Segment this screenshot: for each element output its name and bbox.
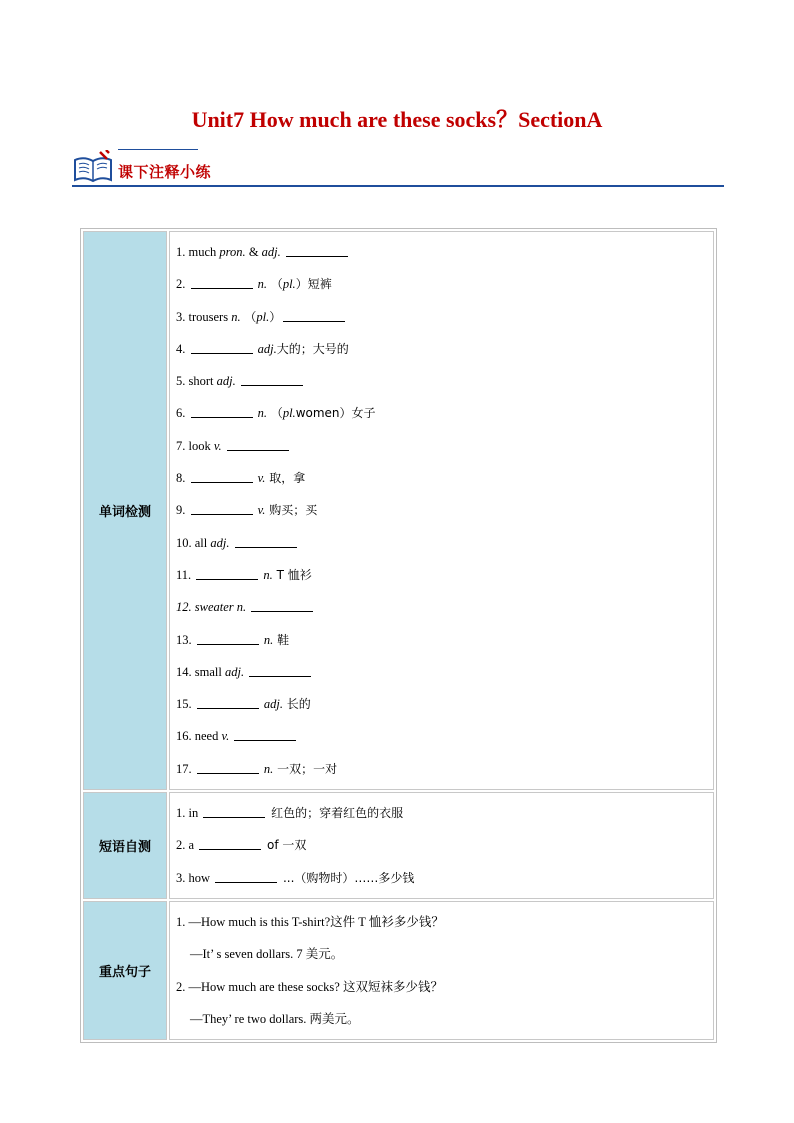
answer-blank[interactable]	[197, 631, 259, 645]
vocab-item: 10. all adj.	[176, 527, 713, 559]
answer-blank[interactable]	[191, 275, 253, 289]
vocab-item: 6. n. （pl.women）女子	[176, 406, 376, 421]
answer-blank[interactable]	[191, 501, 253, 515]
exercise-table	[80, 228, 717, 1043]
section-label: 课下注释小练	[118, 163, 212, 181]
vocab-item: 11. n. T 恤衫	[176, 567, 312, 582]
vocab-item: 4. adj.大的；大号的	[176, 341, 349, 356]
vocab-item: 8. v. 取，拿	[176, 471, 306, 486]
vocab-category: 单词检测	[83, 231, 167, 790]
vocab-row	[83, 231, 714, 790]
sentence-item: —It’ s seven dollars. 7 美元。	[190, 947, 344, 962]
answer-blank[interactable]	[191, 404, 253, 418]
answer-blank[interactable]	[227, 437, 289, 451]
phrases-row	[83, 792, 714, 899]
vocab-item: 9. v. 购买；买	[176, 503, 318, 518]
vocab-item: 13. n. 鞋	[176, 632, 290, 647]
phrases-category: 短语自测	[83, 792, 167, 899]
vocab-content	[169, 231, 714, 790]
vocab-item: 7. look v.	[176, 430, 713, 462]
phrase-item: 1. in 红色的；穿着红色的衣服	[176, 806, 404, 821]
answer-blank[interactable]	[191, 340, 253, 354]
book-icon	[72, 150, 114, 184]
sentences-row	[83, 901, 714, 1040]
page-title: Unit7 How much are these socks？SectionA	[191, 107, 603, 132]
sentences-content	[169, 901, 714, 1040]
vocab-item: 3. trousers n. （pl.）	[176, 301, 713, 333]
answer-blank[interactable]	[203, 804, 265, 818]
sentences-category: 重点句子	[83, 901, 167, 1040]
vocab-item: 1. much pron. & adj.	[176, 236, 713, 268]
answer-blank[interactable]	[286, 243, 348, 257]
answer-blank[interactable]	[249, 663, 311, 677]
section-header	[72, 146, 724, 188]
header-rule	[72, 185, 724, 187]
answer-blank[interactable]	[197, 695, 259, 709]
vocab-item: 14. small adj.	[176, 656, 713, 688]
answer-blank[interactable]	[199, 836, 261, 850]
phrase-item: 3. how ...（购物时）……多少钱	[176, 870, 415, 885]
vocab-item: 5. short adj.	[176, 365, 713, 397]
sentence-item: 2. —How much are these socks? 这双短袜多少钱？	[176, 979, 443, 994]
answer-blank[interactable]	[241, 372, 303, 386]
answer-blank[interactable]	[283, 308, 345, 322]
answer-blank[interactable]	[251, 598, 313, 612]
header-overline	[118, 149, 198, 150]
sentence-item: —They’ re two dollars. 两美元。	[190, 1011, 360, 1026]
vocab-item: 16. need v.	[176, 720, 713, 752]
answer-blank[interactable]	[197, 760, 259, 774]
vocab-item: 15. adj. 长的	[176, 697, 311, 712]
phrases-content	[169, 792, 714, 899]
answer-blank[interactable]	[191, 469, 253, 483]
vocab-item: 12. sweater n.	[176, 591, 713, 623]
answer-blank[interactable]	[215, 869, 277, 883]
sentence-item: 1. —How much is this T-shirt?这件 T 恤衫多少钱？	[176, 914, 444, 929]
answer-blank[interactable]	[196, 566, 258, 580]
answer-blank[interactable]	[235, 534, 297, 548]
vocab-item: 17. n. 一双；一对	[176, 761, 338, 776]
answer-blank[interactable]	[234, 727, 296, 741]
phrase-item: 2. a of 一双	[176, 838, 307, 853]
vocab-item: 2. n. （pl.）短裤	[176, 277, 332, 292]
